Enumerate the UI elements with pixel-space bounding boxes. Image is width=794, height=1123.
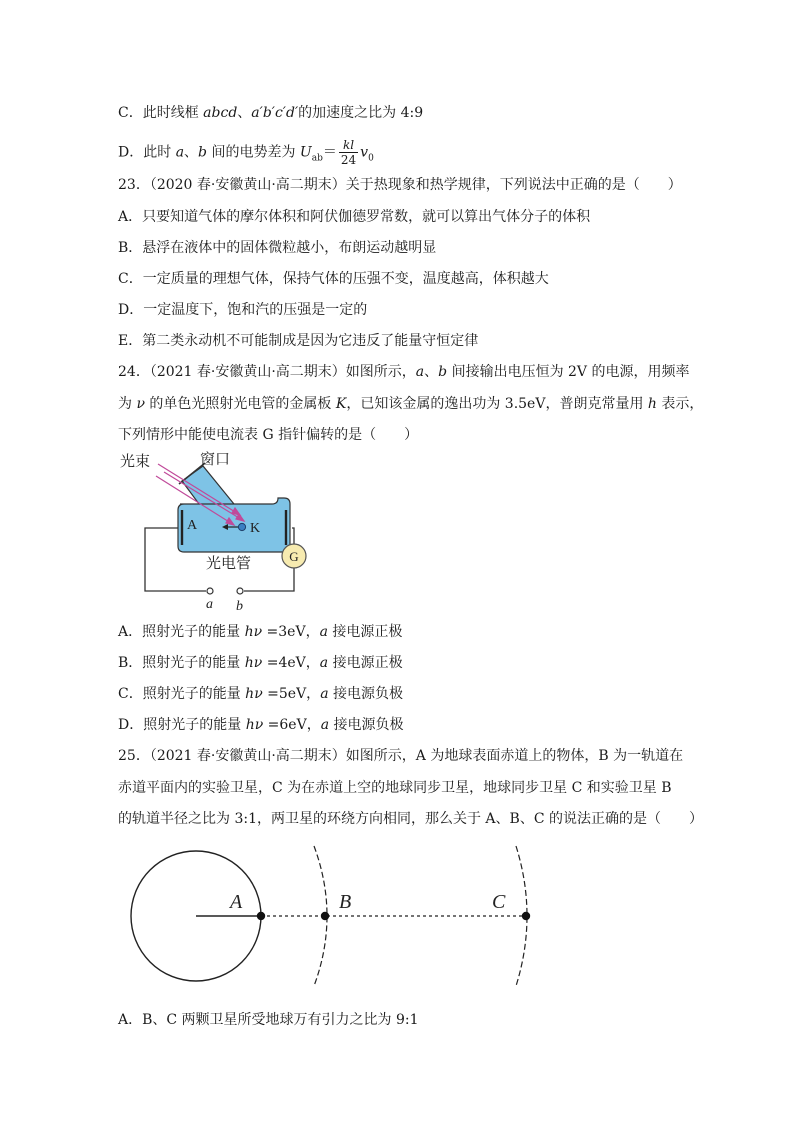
q24-option-b: B．照射光子的能量 hν =4eV，a 接电源正极 (118, 655, 403, 671)
beam-label: 光束 (120, 454, 151, 470)
photocell-circuit-figure (118, 450, 328, 618)
electron-dot (238, 523, 245, 530)
terminal-a-label: a (206, 597, 213, 612)
q25-stem-line-2: 赤道平面内的实验卫星，C 为在赤道上空的地球同步卫星，地球同步卫星 C 和实验卫星 B (118, 780, 672, 796)
q24-option-c: C．照射光子的能量 hν =5eV，a 接电源负极 (118, 686, 403, 702)
tube-window (182, 466, 234, 508)
q24-option-d: D．照射光子的能量 hν =6eV，a 接电源负极 (118, 717, 404, 733)
q24-stem-line-2: 为 ν 的单色光照射光电管的金属板 K，已知该金属的逸出功为 3.5eV，普朗克常量用 h 表示， (118, 396, 704, 412)
q24-stem-line-3: 下列情形中能使电流表 G 指针偏转的是（ ） (118, 427, 419, 443)
label-c: C (492, 891, 506, 913)
q24-stem-line-1: 24．（2021 春·安徽黄山·高二期末）如图所示，a、b 间接输出电压恒为 2V 的电源，用频率 (118, 364, 690, 380)
satellite-c-dot (522, 912, 530, 920)
q23-option-a: A．只要知道气体的摩尔体积和阿伏伽德罗常数，就可以算出气体分子的体积 (118, 209, 591, 225)
q25-stem-line-3: 的轨道半径之比为 3:1，两卫星的环绕方向相同，那么关于 A、B、C 的说法正确的是（ ） (118, 811, 703, 827)
q23-option-d: D．一定温度下，饱和汽的压强是一定的 (118, 302, 368, 318)
orbit-figure (118, 840, 548, 990)
terminal-b (237, 588, 243, 594)
q24-option-a: A．照射光子的能量 hν =3eV，a 接电源正极 (118, 624, 403, 640)
object-a-dot (257, 912, 265, 920)
terminal-b-label: b (236, 599, 243, 614)
q23-option-c: C．一定质量的理想气体，保持气体的压强不变，温度越高，体积越大 (118, 271, 549, 287)
q23-option-e: E．第二类永动机不可能制成是因为它违反了能量守恒定律 (118, 333, 479, 349)
q23-stem: 23．（2020 春·安徽黄山·高二期末）关于热现象和热学规律，下列说法中正确的是（ ） (118, 177, 682, 193)
galvanometer-label: G (289, 549, 299, 564)
window-label: 窗口 (200, 452, 231, 468)
tube-label: 光电管 (206, 556, 252, 572)
q22-option-d: D．此时 a、b 间的电势差为 $U_{ab}=$ $\frac{kl}{24}$ $v_0$ (118, 138, 374, 167)
terminal-a (207, 588, 213, 594)
cathode-label: K (250, 521, 261, 536)
label-b: B (339, 891, 352, 913)
anode-label: A (187, 518, 198, 533)
fraction: $\frac{kl}{24}$ (340, 138, 357, 167)
label-a: A (230, 891, 243, 913)
q22-option-c: C．此时线框 abcd、a′b′c′d′的加速度之比为 4:9 (118, 105, 424, 121)
q25-option-a: A．B、C 两颗卫星所受地球万有引力之比为 9:1 (118, 1012, 419, 1028)
q25-stem-line-1: 25．（2021 春·安徽黄山·高二期末）如图所示，A 为地球表面赤道上的物体，B 为一轨道在 (118, 748, 684, 764)
satellite-b-dot (321, 912, 329, 920)
q23-option-b: B．悬浮在液体中的固体微粒越小，布朗运动越明显 (118, 240, 437, 256)
